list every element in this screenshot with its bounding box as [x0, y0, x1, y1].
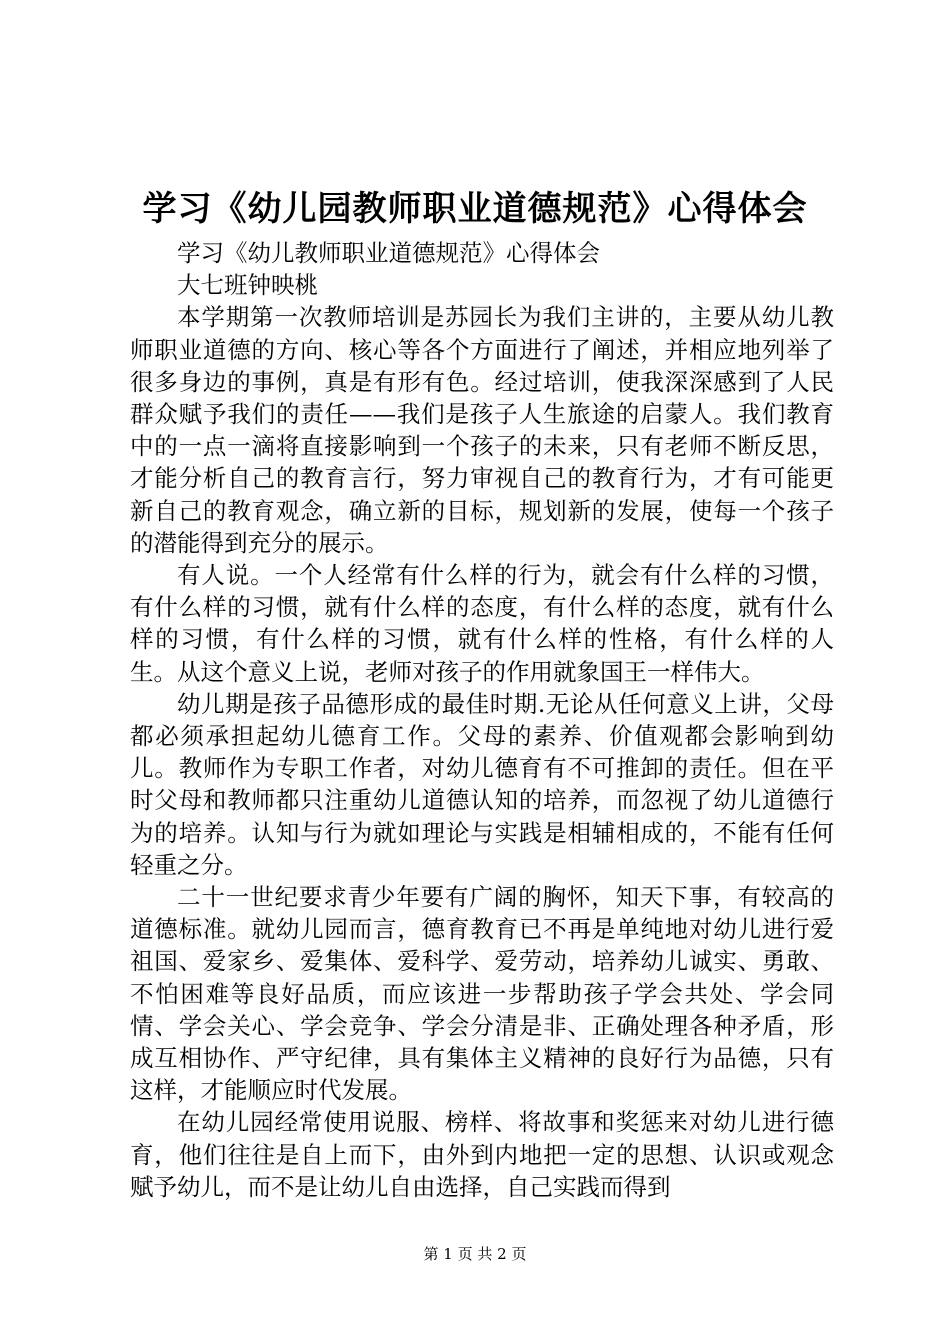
document-title: 学习《幼儿园教师职业道德规范》心得体会 — [142, 189, 808, 229]
paragraph-3: 幼儿期是孩子品德形成的最佳时期.无论从任何意义上讲，父母都必须承担起幼儿德育工作。父母的素养、价值观都会影响到幼儿。教师作为专职工作者，对幼儿德育有不可推卸的责任。但在平时父母和教师都只注重幼儿道德认知的培养，而忽视了幼儿道德行为的培养。认知与行为就如理论与实践是相辅相成的，不能有任何轻重之分。 — [130, 689, 834, 879]
paragraph-2: 有人说。一个人经常有什么样的行为，就会有什么样的习惯，有什么样的习惯，就有什么样的态度，有什么样的态度，就有什么样的习惯，有什么样的习惯，就有什么样的性格，有什么样的人生。从这个意义上说，老师对孩子的作用就象国王一样伟大。 — [130, 561, 834, 686]
author-line: 大七班钟映桃 — [177, 271, 318, 300]
document-body — [130, 237, 834, 1203]
page-number-footer: 第 1 页 共 2 页 — [423, 1245, 527, 1263]
paragraph-4: 二十一世纪要求青少年要有广阔的胸怀，知天下事，有较高的道德标准。就幼儿园而言，德育教育已不再是单纯地对幼儿进行爱祖国、爱家乡、爱集体、爱科学、爱劳动，培养幼儿诚实、勇敢、不怕困难等良好品质，而应该进一步帮助孩子学会共处、学会同情、学会关心、学会竞争、学会分清是非、正确处理各种矛盾，形成互相协作、严守纪律，具有集体主义精神的良好行为品德，只有这样，才能顺应时代发展。 — [130, 883, 834, 1105]
paragraph-5: 在幼儿园经常使用说服、榜样、将故事和奖惩来对幼儿进行德育，他们往往是自上而下，由外到内地把一定的思想、认识或观念赋予幼儿，而不是让幼儿自由选择，自己实践而得到 — [130, 1108, 834, 1201]
subtitle-line: 学习《幼儿教师职业道德规范》心得体会 — [177, 239, 600, 267]
paragraph-1: 本学期第一次教师培训是苏园长为我们主讲的，主要从幼儿教师职业道德的方向、核心等各个方面进行了阐述，并相应地列举了很多身边的事例，真是有形有色。经过培训，使我深深感到了人民群众赋予我们的责任——我们是孩子人生旅途的启蒙人。我们教育中的一点一滴将直接影响到一个孩子的未来，只有老师不断反思，才能分析自己的教育言行，努力审视自己的教育行为，才有可能更新自己的教育观念，确立新的目标，规划新的发展，使每一个孩子的潜能得到充分的展示。 — [130, 303, 834, 557]
